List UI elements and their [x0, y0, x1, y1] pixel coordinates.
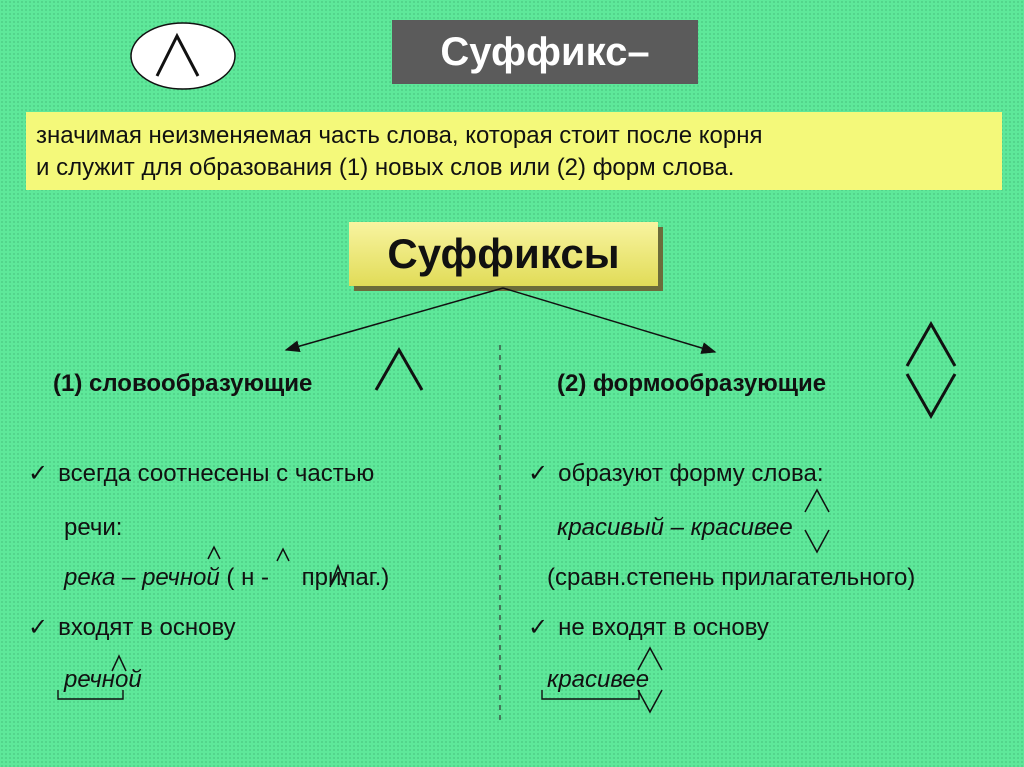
check-icon: ✓: [528, 614, 549, 641]
left-bullet-2: [28, 614, 236, 642]
right-example-1: красивый – красивее: [557, 514, 793, 541]
check-icon: ✓: [528, 460, 549, 487]
stem-bracket-icon: [57, 688, 125, 702]
example-prilag: прилаг.): [301, 564, 390, 591]
definition-line-1: значимая неизменяемая часть слова, которая стоит после корня: [36, 122, 763, 149]
suffix-hat-icon: [207, 546, 221, 560]
left-bullet-2-text: входят в основу: [58, 614, 236, 641]
example-reka: река: [64, 564, 116, 591]
arrow-icon: [503, 288, 715, 352]
section-heading: Суффиксы: [349, 222, 658, 286]
left-column-title: (1) словообразующие: [53, 370, 313, 397]
right-example-note: (сравн.степень прилагательного): [547, 564, 916, 591]
definition-line-2: и служит для образования (1) новых слов или (2) форм слова.: [36, 154, 735, 181]
check-icon: ✓: [28, 460, 49, 487]
page-title: Суффикс–: [392, 20, 698, 84]
ending-square-icon: [903, 320, 959, 418]
left-bullet-1: [28, 460, 374, 488]
example-dash: –: [115, 564, 143, 591]
right-bullet-1-text: образуют форму слова:: [558, 460, 824, 487]
right-bullet-2: [528, 614, 769, 642]
suffix-hat-icon: [373, 348, 425, 392]
right-bullet-1: [528, 460, 824, 488]
suffix-hat-icon: [328, 564, 348, 588]
suffix-hat-icon: [110, 654, 128, 672]
arrow-icon: [286, 288, 503, 350]
stem-bracket-icon: [541, 688, 641, 702]
suffix-hat-icon: [276, 548, 290, 562]
ending-square-icon: [636, 646, 664, 714]
example-paren: ( н -: [219, 564, 276, 591]
left-bullet-1-cont: речи:: [64, 514, 123, 541]
left-bullet-1-text: всегда соотнесены с частью: [58, 460, 375, 487]
ending-square-icon: [803, 488, 831, 554]
example-rechnoy: речной: [142, 564, 220, 591]
right-example-2: красивее: [547, 666, 650, 693]
left-example-2: речной: [64, 666, 142, 693]
right-bullet-2-text: не входят в основу: [558, 614, 769, 641]
check-icon: ✓: [28, 614, 49, 641]
right-column-title: (2) формообразующие: [557, 370, 827, 397]
